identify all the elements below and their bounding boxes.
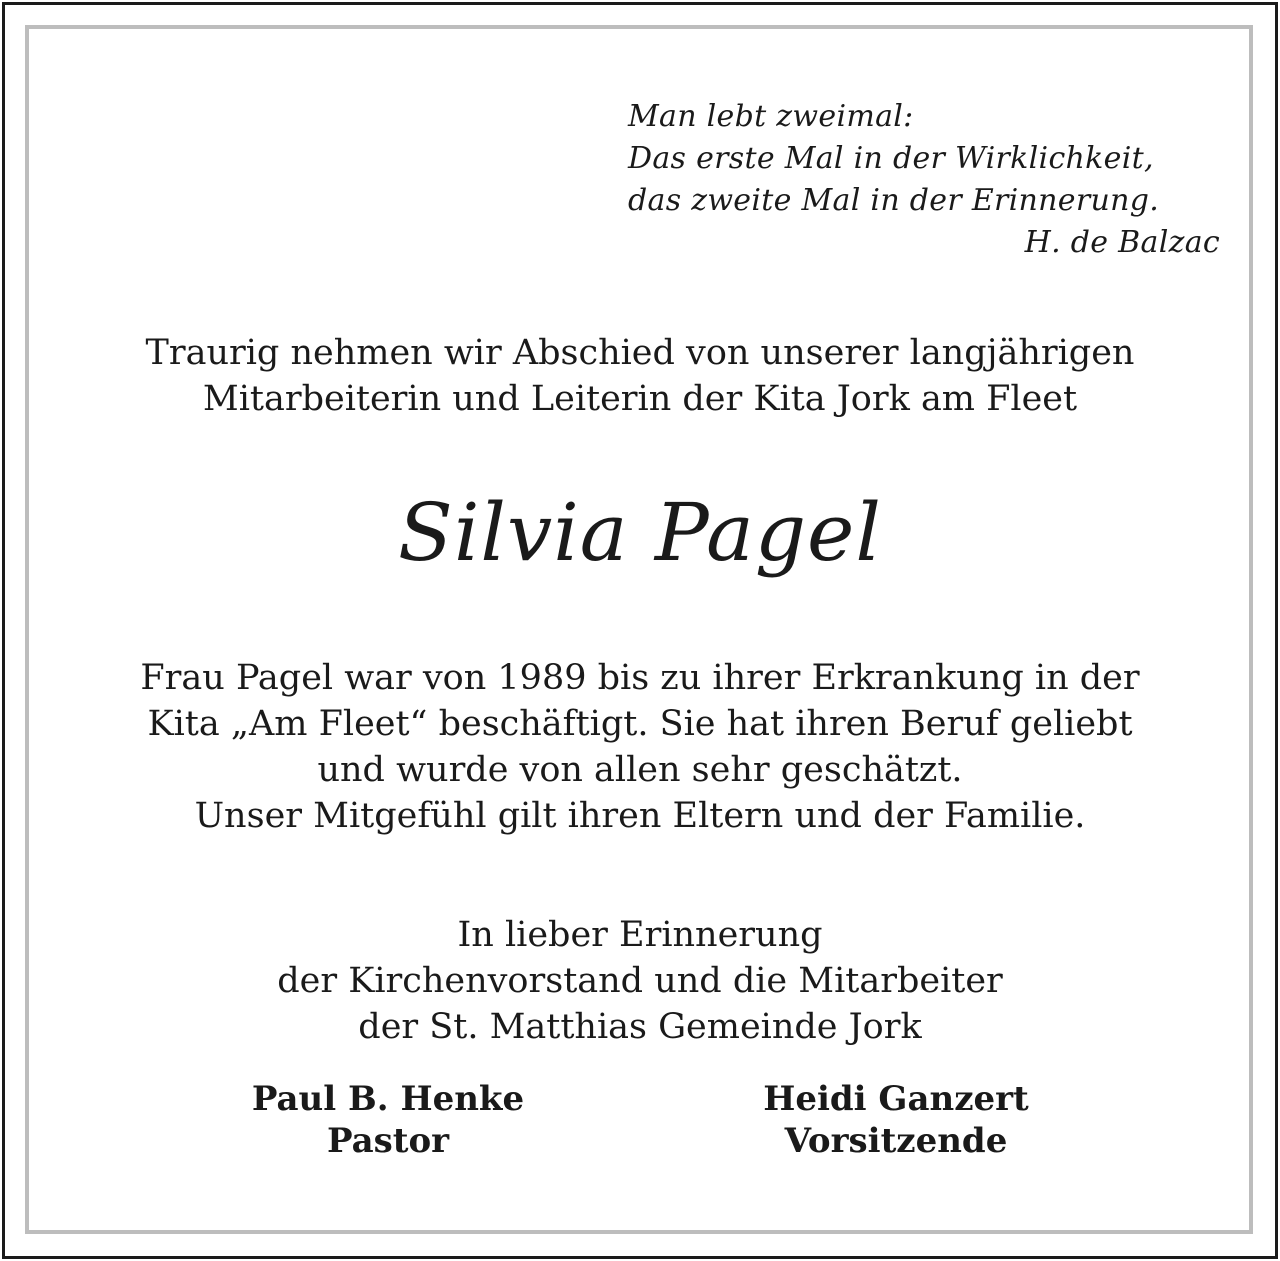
deceased-name: Silvia Pagel bbox=[398, 486, 882, 579]
quote-line: Das erste Mal in der Wirklichkeit, bbox=[628, 141, 1154, 176]
body-line: und wurde von allen sehr geschätzt. bbox=[317, 750, 963, 790]
quote-line: Man lebt zweimal: bbox=[628, 99, 914, 134]
closing-line: der St. Matthias Gemeinde Jork bbox=[358, 1007, 922, 1047]
quote-line: das zweite Mal in der Erinnerung. bbox=[628, 183, 1160, 218]
intro-line: Mitarbeiterin und Leiterin der Kita Jork am Fleet bbox=[202, 379, 1078, 419]
balzac-quote bbox=[628, 96, 1220, 264]
quote-author: H. de Balzac bbox=[1024, 225, 1220, 260]
signature-name: Heidi Ganzert bbox=[763, 1079, 1029, 1119]
closing-line: der Kirchenvorstand und die Mitarbeiter bbox=[277, 961, 1003, 1001]
closing-text bbox=[40, 912, 1240, 1050]
signature-role: Vorsitzende bbox=[784, 1121, 1008, 1161]
signature-role: Pastor bbox=[326, 1121, 450, 1161]
body-text bbox=[40, 655, 1240, 839]
intro-line: Traurig nehmen wir Abschied von unserer langjährigen bbox=[145, 333, 1135, 373]
body-line: Kita „Am Fleet“ beschäftigt. Sie hat ihren Beruf geliebt bbox=[147, 704, 1133, 744]
body-line: Frau Pagel war von 1989 bis zu ihrer Erkrankung in der bbox=[140, 658, 1140, 698]
signature-name: Paul B. Henke bbox=[251, 1079, 525, 1119]
closing-line: In lieber Erinnerung bbox=[457, 915, 823, 955]
intro-text bbox=[40, 330, 1240, 422]
body-line: Unser Mitgefühl gilt ihren Eltern und der Familie. bbox=[194, 796, 1086, 836]
signature-chair bbox=[716, 1078, 1076, 1162]
signature-pastor bbox=[208, 1078, 568, 1162]
